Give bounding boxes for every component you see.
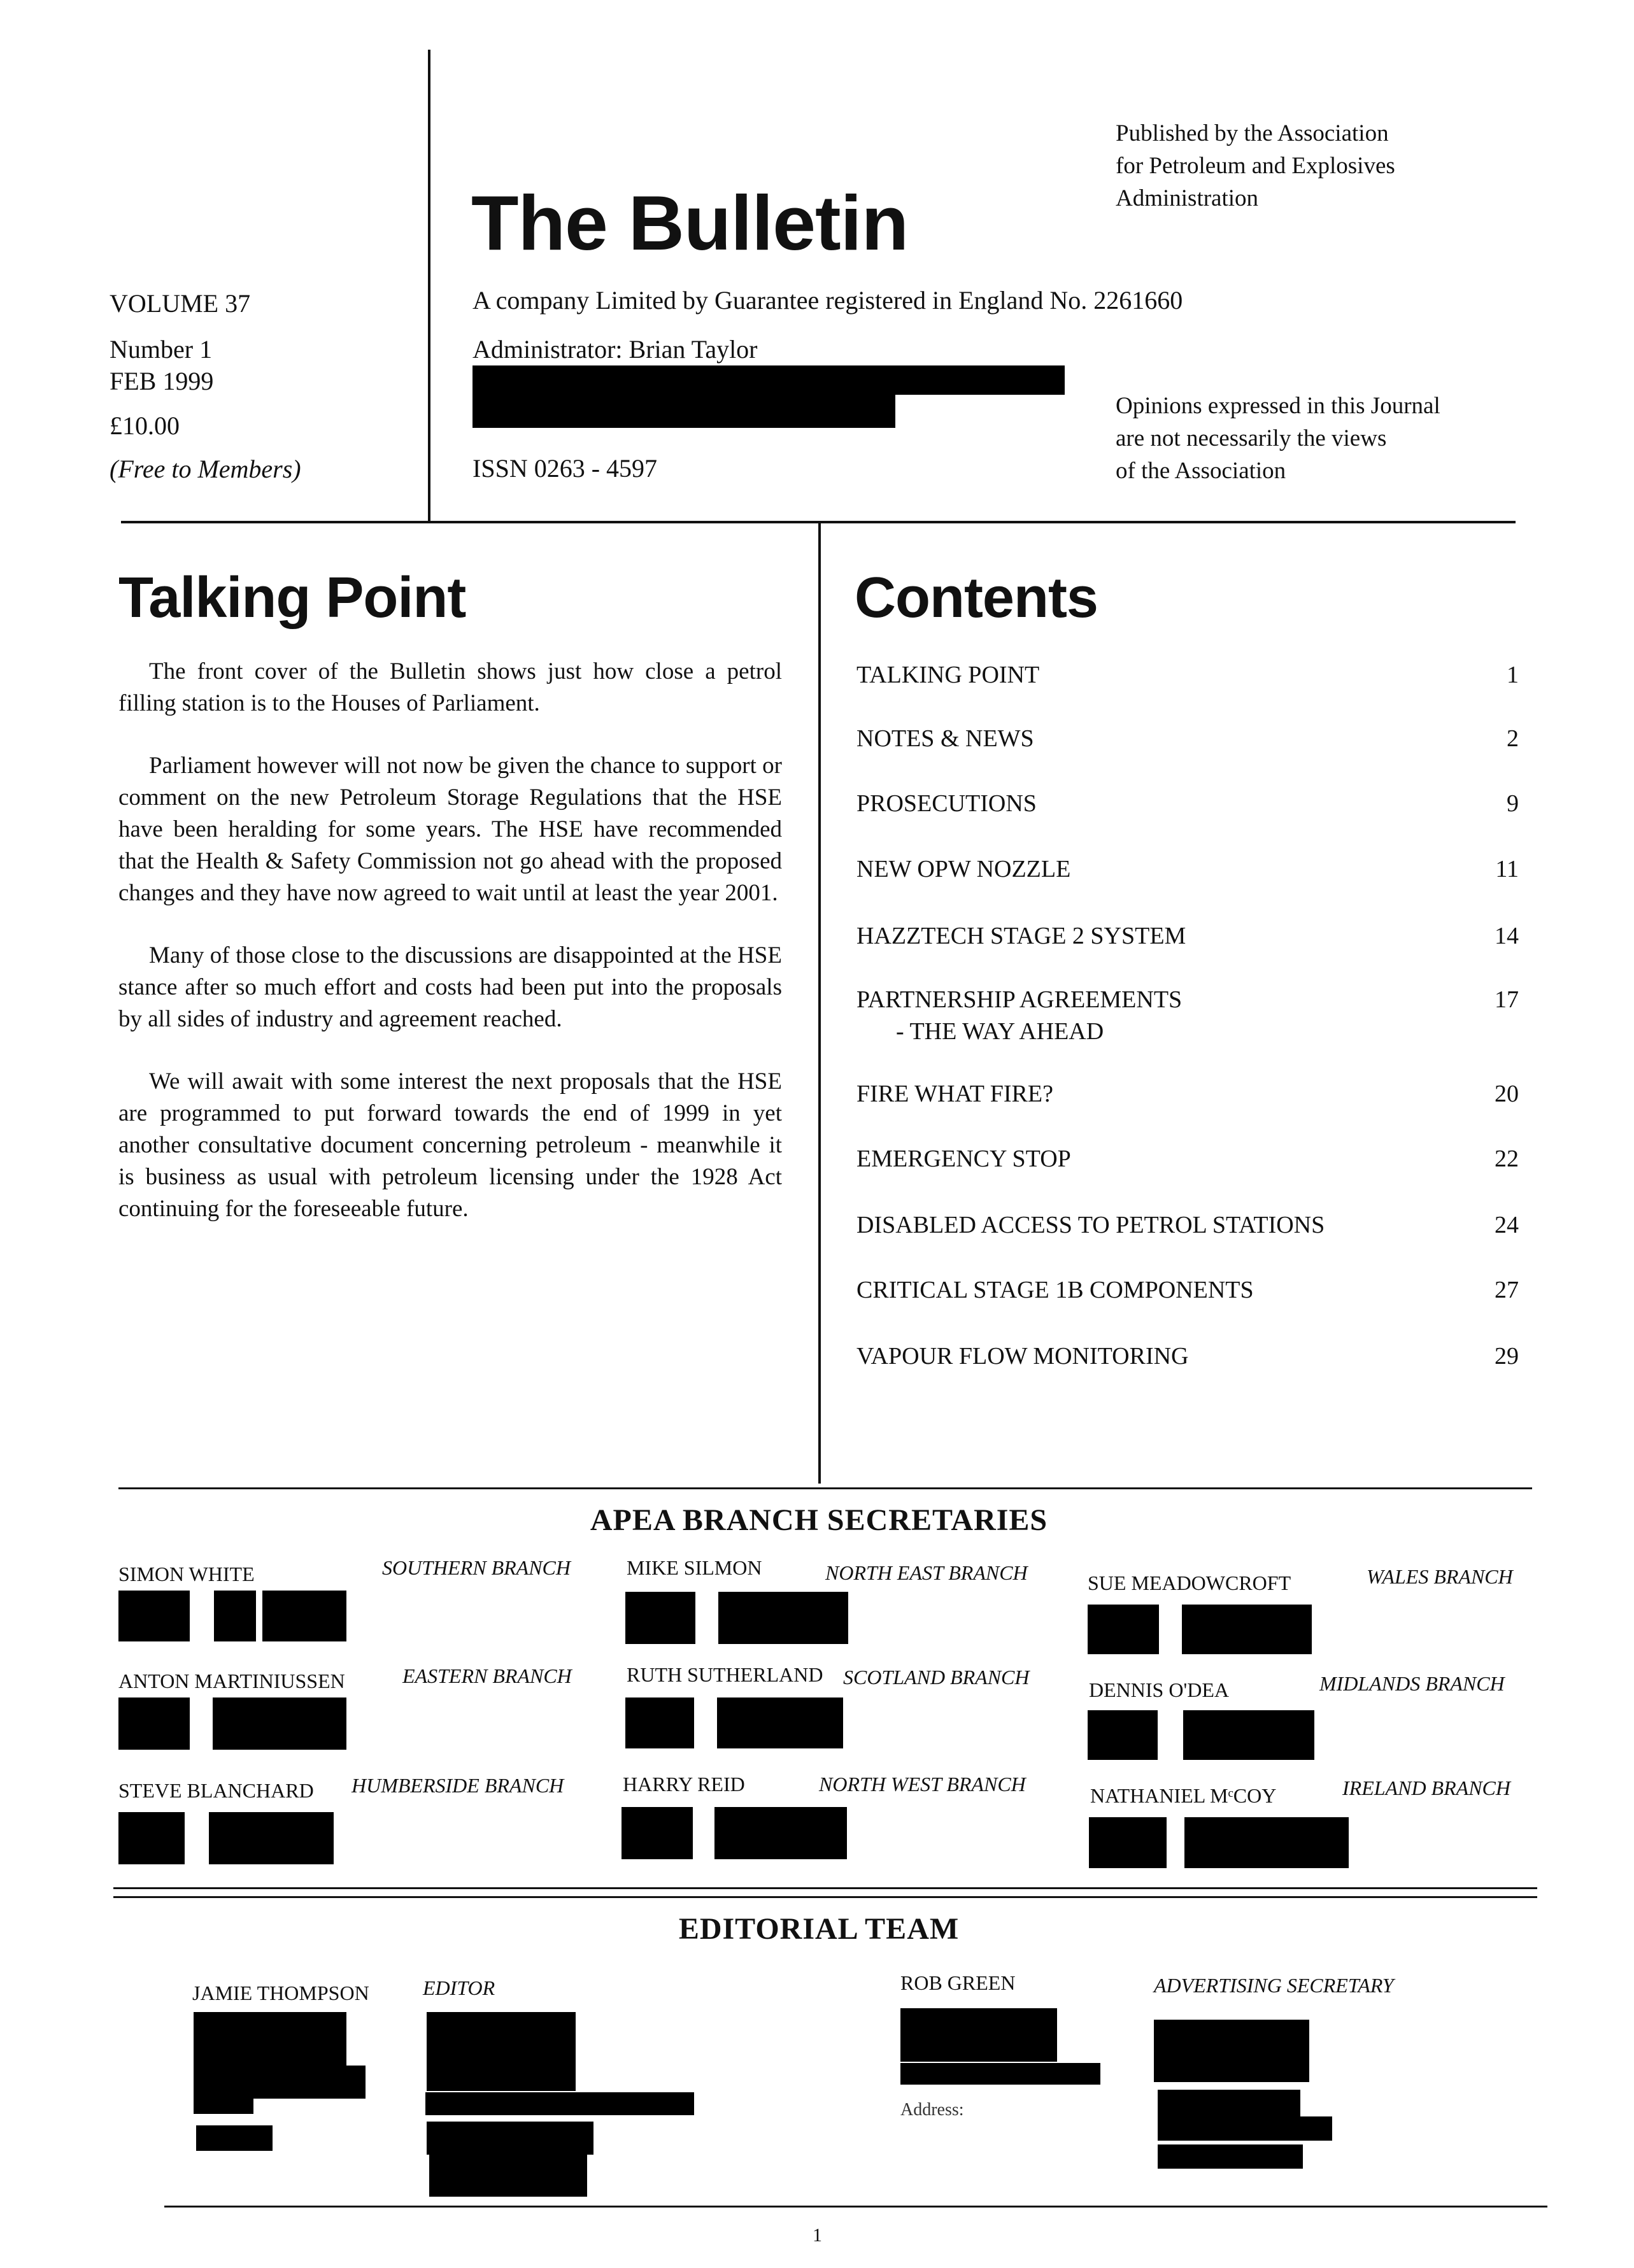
- secretary-branch: SCOTLAND BRANCH: [843, 1666, 1030, 1689]
- toc-title: EMERGENCY STOP: [856, 1145, 1071, 1172]
- toc-page: 17: [1495, 986, 1519, 1013]
- redacted-contact: [625, 1697, 694, 1748]
- administrator: Administrator: Brian Taylor: [472, 335, 758, 364]
- redacted-advertising-contact: [1154, 2020, 1309, 2082]
- editor-role: EDITOR: [423, 1976, 495, 1999]
- article-paragraph: Parliament however will not now be given the chance to support or comment on the new Petroleum Storage Regulations that the HSE have been heralding for some years. The HSE have recommended that the Health & Safety Commission not go ahead with the proposed changes and they have now agreed to wait until at least the year 2001.: [118, 753, 782, 906]
- article-paragraph: We will await with some interest the next proposals that the HSE are programmed to put forward towards the end of 1999 in yet another consultative document concerning petroleum - meanwhile it is business as usual with petroleum licensing under the 1928 Act continuing for the foreseeable future.: [118, 1068, 782, 1222]
- secretary-branch: HUMBERSIDE BRANCH: [352, 1774, 564, 1797]
- issue-meta: [110, 288, 415, 485]
- secretary-branch: SOUTHERN BRANCH: [382, 1556, 571, 1579]
- talking-point-article: [118, 656, 782, 1256]
- redacted-contact: [214, 1591, 256, 1641]
- redacted-contact: [625, 1592, 695, 1644]
- toc-title: PARTNERSHIP AGREEMENTS: [856, 986, 1183, 1013]
- secretary-name: RUTH SUTHERLAND: [627, 1663, 823, 1686]
- redacted-editor-contact: [194, 2099, 253, 2114]
- secretary-name: STEVE BLANCHARD: [118, 1779, 314, 1802]
- toc-title: CRITICAL STAGE 1B COMPONENTS: [856, 1277, 1254, 1303]
- redacted-contact: [213, 1697, 346, 1750]
- redacted-advertising-contact: [1158, 2116, 1332, 2141]
- toc-page: 29: [1495, 1343, 1519, 1370]
- redacted-contact: [1183, 1710, 1314, 1760]
- secretary-branch: WALES BRANCH: [1367, 1565, 1513, 1588]
- secretary-branch: NORTH WEST BRANCH: [819, 1773, 1026, 1796]
- volume: VOLUME 37: [110, 289, 251, 318]
- toc-title: VAPOUR FLOW MONITORING: [856, 1343, 1189, 1370]
- redacted-advertising-contact: [1158, 2144, 1303, 2169]
- company-line: A company Limited by Guarantee registered in England No. 2261660: [472, 286, 1183, 315]
- toc-subtitle: - THE WAY AHEAD: [896, 1018, 1104, 1045]
- secretary-branch: IRELAND BRANCH: [1342, 1776, 1510, 1799]
- issue-date: FEB 1999: [110, 367, 214, 395]
- toc-page: 20: [1495, 1081, 1519, 1107]
- redacted-editor-contact: [429, 2155, 587, 2197]
- price: £10.00: [110, 411, 180, 440]
- branches-title: APEA BRANCH SECRETARIES: [590, 1503, 1048, 1537]
- redacted-editor-contact: [427, 2122, 593, 2155]
- published-by-line: Administration: [1116, 185, 1259, 211]
- redacted-address-line-2: [472, 393, 895, 428]
- branches-rule: [118, 1487, 1532, 1489]
- secretary-branch: EASTERN BRANCH: [402, 1664, 572, 1687]
- redacted-editor-contact: [425, 2092, 694, 2115]
- published-by: [1116, 117, 1395, 215]
- toc-title: PROSECUTIONS: [856, 790, 1037, 817]
- secretary-name: MIKE SILMON: [627, 1556, 762, 1579]
- opinions-line: of the Association: [1116, 458, 1286, 484]
- article-paragraph: Many of those close to the discussions are disappointed at the HSE stance after so much effort and costs had been put into the proposals by all sides of industry and agreement reached.: [118, 942, 782, 1032]
- redacted-contact: [1184, 1817, 1349, 1868]
- redacted-editor-contact: [194, 2066, 366, 2099]
- redacted-contact: [1182, 1605, 1312, 1654]
- toc-page: 14: [1495, 923, 1519, 949]
- opinions-disclaimer: [1116, 390, 1440, 487]
- redacted-contact: [1088, 1605, 1159, 1654]
- masthead-divider: [428, 50, 430, 521]
- advertising-secretary-name: ROB GREEN: [900, 1971, 1016, 1994]
- toc-title: TALKING POINT: [856, 662, 1040, 688]
- secretary-branch: NORTH EAST BRANCH: [825, 1561, 1028, 1584]
- published-by-line: for Petroleum and Explosives: [1116, 153, 1395, 179]
- toc-title: NOTES & NEWS: [856, 725, 1034, 752]
- toc-title: DISABLED ACCESS TO PETROL STATIONS: [856, 1212, 1325, 1238]
- contents-title: Contents: [855, 566, 1098, 630]
- redacted-contact: [209, 1812, 334, 1864]
- editor-name: JAMIE THOMPSON: [192, 1981, 369, 2004]
- redacted-contact: [622, 1807, 693, 1859]
- toc-page: 9: [1507, 790, 1519, 817]
- published-by-line: Published by the Association: [1116, 120, 1389, 146]
- secretary-name: DENNIS O'DEA: [1089, 1678, 1229, 1701]
- redacted-editor-contact: [427, 2012, 576, 2091]
- toc-page: 11: [1495, 856, 1519, 882]
- redacted-contact: [118, 1591, 190, 1641]
- editorial-rule-bottom: [113, 1896, 1537, 1898]
- issn: ISSN 0263 - 4597: [472, 454, 658, 483]
- editorial-rule-top: [113, 1887, 1537, 1889]
- redacted-advertising-contact: [1158, 2090, 1300, 2116]
- address-label: Address:: [900, 2100, 964, 2120]
- redacted-address-line-1: [472, 365, 1065, 395]
- page-number: 1: [813, 2225, 822, 2246]
- redacted-contact: [1089, 1817, 1167, 1868]
- opinions-line: Opinions expressed in this Journal: [1116, 393, 1440, 419]
- secretary-name: NATHANIEL MᶜCOY: [1090, 1784, 1277, 1807]
- redacted-advertising-contact: [900, 2008, 1057, 2062]
- editorial-title: EDITORIAL TEAM: [678, 1912, 960, 1946]
- masthead-title: The Bulletin: [471, 180, 909, 266]
- column-divider: [818, 523, 821, 1484]
- secretary-name: SUE MEADOWCROFT: [1088, 1571, 1291, 1594]
- redacted-contact: [1088, 1710, 1158, 1760]
- secretary-name: HARRY REID: [623, 1773, 745, 1796]
- redacted-contact: [262, 1591, 346, 1641]
- toc-page: 22: [1495, 1145, 1519, 1172]
- redacted-editor-contact: [194, 2012, 346, 2066]
- article-paragraph: The front cover of the Bulletin shows just how close a petrol filling station is to the Houses of Parliament.: [118, 658, 782, 716]
- talking-point-title: Talking Point: [118, 566, 466, 630]
- redacted-contact: [717, 1697, 843, 1748]
- redacted-editor-contact: [196, 2125, 273, 2151]
- redacted-advertising-contact: [900, 2063, 1100, 2085]
- advertising-secretary-role: ADVERTISING SECRETARY: [1154, 1974, 1394, 1997]
- redacted-contact: [714, 1807, 847, 1859]
- redacted-contact: [118, 1812, 185, 1864]
- issue-number: Number 1: [110, 335, 213, 364]
- redacted-contact: [718, 1592, 848, 1644]
- toc-page: 2: [1507, 725, 1519, 752]
- toc-page: 24: [1495, 1212, 1519, 1238]
- toc-page: 27: [1495, 1277, 1519, 1303]
- toc-title: HAZZTECH STAGE 2 SYSTEM: [856, 923, 1186, 949]
- secretary-branch: MIDLANDS BRANCH: [1319, 1672, 1505, 1695]
- opinions-line: are not necessarily the views: [1116, 425, 1387, 451]
- toc-page: 1: [1507, 662, 1519, 688]
- free-note: (Free to Members): [110, 455, 301, 483]
- redacted-contact: [118, 1697, 190, 1750]
- toc-title: NEW OPW NOZZLE: [856, 856, 1071, 882]
- secretary-name: SIMON WHITE: [118, 1563, 255, 1585]
- secretary-name: ANTON MARTINIUSSEN: [118, 1669, 345, 1692]
- footer-rule: [164, 2206, 1547, 2208]
- toc-title: FIRE WHAT FIRE?: [856, 1081, 1053, 1107]
